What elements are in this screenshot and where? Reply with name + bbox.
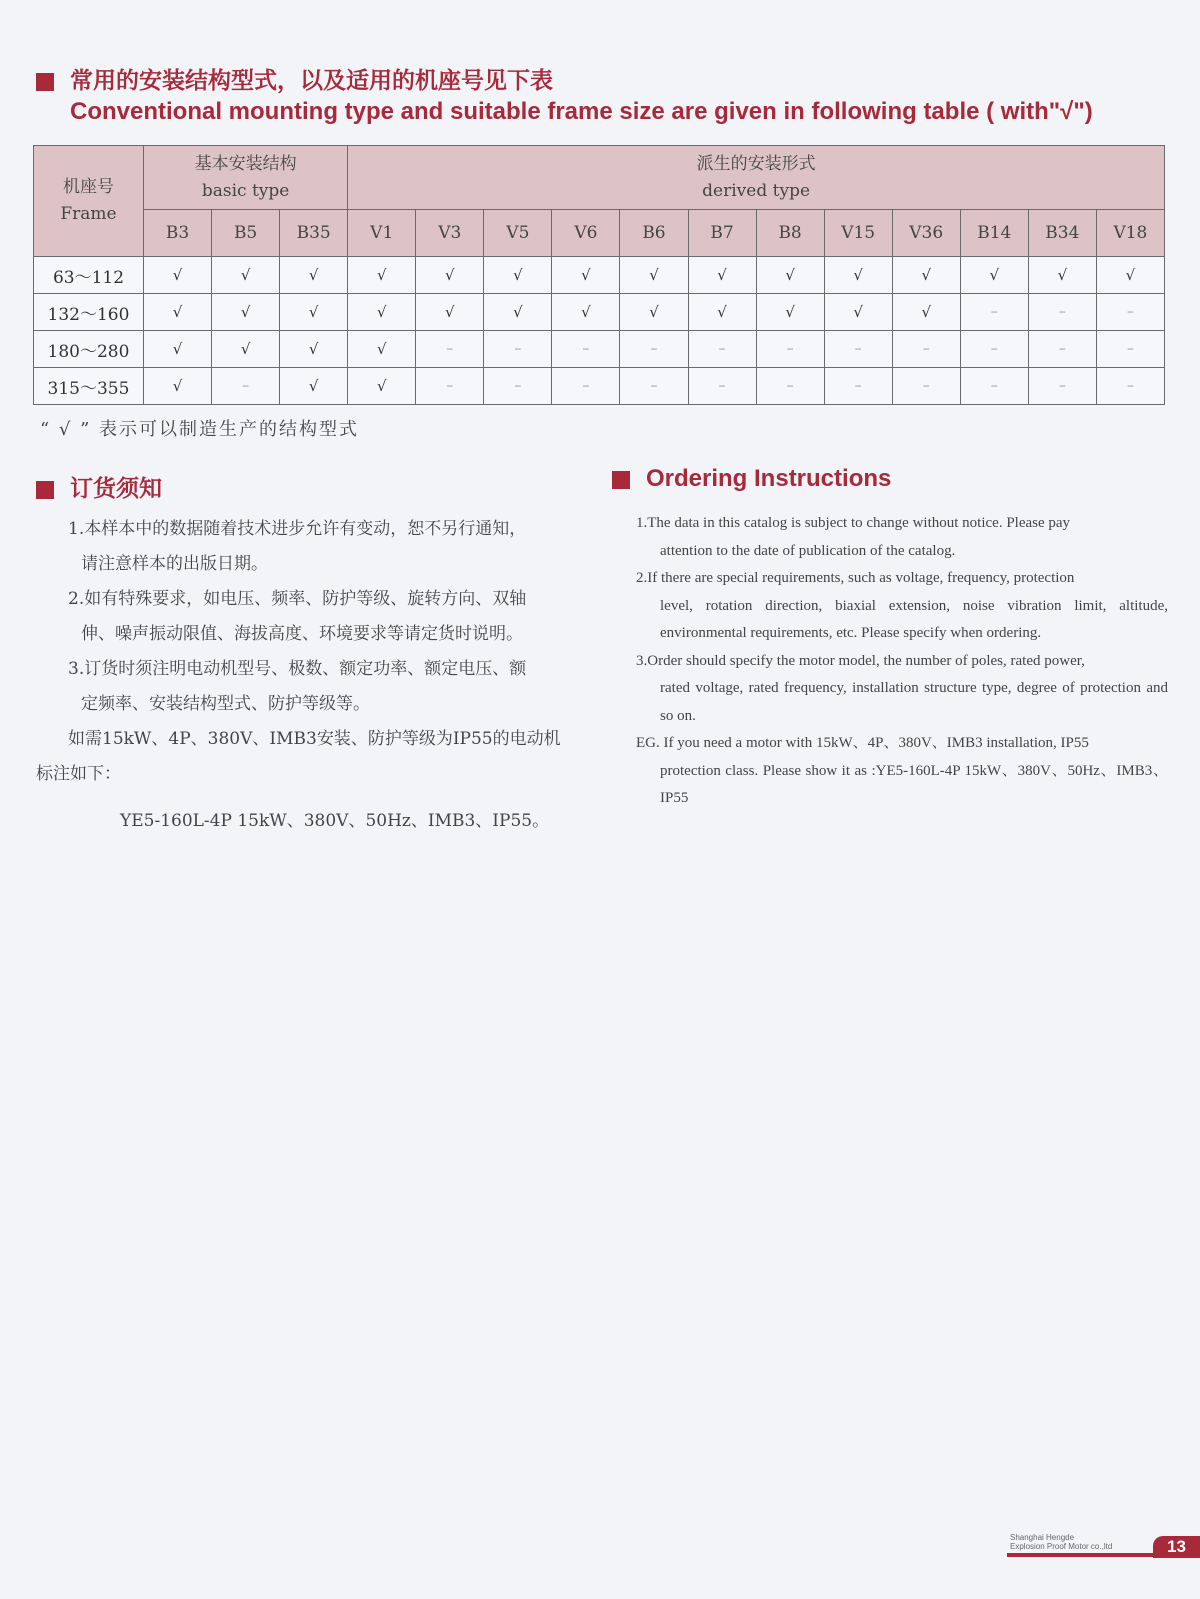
en-item-3-rest: rated voltage, rated frequency, installation structure type, degree of protection and so on. [660,680,1168,724]
ordering-heading-cn [36,470,162,503]
dash-cell: – [688,368,756,405]
check-cell: √ [212,257,280,294]
check-cell: √ [416,294,484,331]
footer-company-line2: Explosion Proof Motor co.,ltd [1010,1542,1113,1551]
check-cell: √ [348,331,416,368]
ordering-title-cn: 订货须知 [70,476,162,502]
table-row [34,331,1165,368]
check-cell: √ [552,257,620,294]
check-cell: √ [1028,257,1096,294]
dash-cell: – [552,368,620,405]
check-cell: √ [212,331,280,368]
frame-cell: 63～112 [34,257,144,294]
page-number: 13 [1153,1536,1200,1558]
check-cell: √ [756,294,824,331]
check-cell: √ [1096,257,1164,294]
column-header-v36: V36 [892,210,960,257]
square-bullet-icon [36,481,54,499]
ordering-heading-en [612,465,891,493]
dash-cell: – [756,331,824,368]
dash-cell: – [756,368,824,405]
dash-cell: – [212,368,280,405]
check-cell: √ [688,294,756,331]
check-cell: √ [824,257,892,294]
en-item-3-line1: 3.Order should specify the motor model, the number of poles, rated power, [636,652,1085,669]
cn-item-1-line1: 1.本样本中的数据随着技术进步允许有变动，恕不另行通知， [68,519,527,539]
dash-cell: – [1096,368,1164,405]
column-header-b8: B8 [756,210,824,257]
check-cell: √ [620,257,688,294]
basic-type-en: basic type [201,180,290,201]
cn-example-line2: 标注如下： [36,764,121,784]
column-header-b6: B6 [620,210,688,257]
mounting-table [33,145,1165,405]
check-cell: √ [688,257,756,294]
footer-company [1010,1533,1112,1551]
dash-cell: – [824,368,892,405]
check-cell: √ [280,294,348,331]
cn-item-3-line1: 3.订货时须注明电动机型号、极数、额定功率、额定电压、额 [68,659,527,679]
check-cell: √ [892,257,960,294]
check-cell: √ [144,331,212,368]
check-cell: √ [484,257,552,294]
frame-header-cn: 机座号 [63,177,114,197]
en-example-rest: protection class. Please show it as :YE5-160L-4P 15kW、380V、50Hz、IMB3、IP55 [660,762,1168,806]
frame-cell: 315～355 [34,368,144,405]
dash-cell: – [416,368,484,405]
check-cell: √ [212,294,280,331]
column-header-b34: B34 [1028,210,1096,257]
check-cell: √ [280,257,348,294]
check-cell: √ [144,294,212,331]
check-cell: √ [960,257,1028,294]
dash-cell: – [1028,331,1096,368]
frame-header [34,146,144,257]
cn-example-model: YE5-160L-4P 15kW、380V、50Hz、IMB3、IP55。 [120,811,550,831]
dash-cell: – [892,331,960,368]
en-item-1-line1: 1.The data in this catalog is subject to change without notice. Please pay [636,515,1071,531]
check-cell: √ [280,331,348,368]
column-header-v1: V1 [348,210,416,257]
dash-cell: – [484,331,552,368]
section-heading-en: Conventional mounting type and suitable frame size are given in following table ( with"√") [70,98,1093,125]
ordering-list-cn [36,512,598,792]
dash-cell: – [620,368,688,405]
check-cell: √ [280,368,348,405]
dash-cell: – [1096,294,1164,331]
dash-cell: – [824,331,892,368]
footer-company-line1: Shanghai Hengde [1010,1533,1075,1542]
column-header-v3: V3 [416,210,484,257]
check-cell: √ [824,294,892,331]
dash-cell: – [416,331,484,368]
check-cell: √ [348,368,416,405]
check-cell: √ [348,257,416,294]
check-cell: √ [416,257,484,294]
dash-cell: – [620,331,688,368]
ordering-list-en [636,510,1168,813]
cn-example-line1: 如需15kW、4P、380V、IMB3安装、防护等级为IP55的电动机 [68,729,561,749]
frame-header-en: Frame [60,204,117,224]
dash-cell: – [552,331,620,368]
cn-item-3-line2: 定频率、安装结构型式、防护等级等。 [81,694,370,714]
frame-cell: 180～280 [34,331,144,368]
cn-item-2-line1: 2.如有特殊要求，如电压、频率、防护等级、旋转方向、双轴 [68,589,527,609]
footer-bar [1007,1553,1155,1557]
check-cell: √ [348,294,416,331]
dash-cell: – [1096,331,1164,368]
check-cell: √ [144,368,212,405]
ordering-title-en: Ordering Instructions [646,465,892,492]
check-cell: √ [552,294,620,331]
dash-cell: – [960,331,1028,368]
column-header-v5: V5 [484,210,552,257]
check-cell: √ [484,294,552,331]
column-header-b35: B35 [280,210,348,257]
cn-item-1-line2: 请注意样本的出版日期。 [81,554,268,574]
column-header-b7: B7 [688,210,756,257]
square-bullet-icon [612,471,630,489]
check-cell: √ [620,294,688,331]
basic-type-header [144,146,348,210]
derived-type-header [348,146,1165,210]
cn-item-2-line2: 伸、噪声振动限值、海拔高度、环境要求等请定货时说明。 [81,624,523,644]
table-row [34,257,1165,294]
table-body [34,257,1165,405]
column-header-row [34,210,1165,257]
table-row [34,294,1165,331]
dash-cell: – [1028,368,1096,405]
en-item-2-rest: level, rotation direction, biaxial extension, noise vibration limit, altitude, environmental requirements, etc. Please specify when ordering. [660,597,1168,641]
dash-cell: – [960,294,1028,331]
column-header-v18: V18 [1096,210,1164,257]
table-note: “ √ ” 表示可以制造生产的结构型式 [40,419,360,440]
check-cell: √ [756,257,824,294]
dash-cell: – [1028,294,1096,331]
dash-cell: – [688,331,756,368]
dash-cell: – [484,368,552,405]
section-heading-cn [36,62,553,95]
square-bullet-icon [36,73,54,91]
frame-cell: 132～160 [34,294,144,331]
column-header-v15: V15 [824,210,892,257]
en-item-1-rest: attention to the date of publication of the catalog. [660,542,956,559]
column-header-v6: V6 [552,210,620,257]
derived-type-cn: 派生的安装形式 [696,153,816,174]
check-cell: √ [144,257,212,294]
column-header-b5: B5 [212,210,280,257]
table-row [34,368,1165,405]
dash-cell: – [892,368,960,405]
basic-type-cn: 基本安装结构 [194,153,297,174]
dash-cell: – [960,368,1028,405]
heading-cn-text: 常用的安装结构型式，以及适用的机座号见下表 [70,68,553,94]
en-example-line1: EG. If you need a motor with 15kW、4P、380V、IMB3 installation, IP55 [636,735,1089,751]
column-header-b14: B14 [960,210,1028,257]
check-cell: √ [892,294,960,331]
derived-type-en: derived type [702,180,811,201]
column-header-b3: B3 [144,210,212,257]
en-item-2-line1: 2.If there are special requirements, such as voltage, frequency, protection [636,570,1075,586]
